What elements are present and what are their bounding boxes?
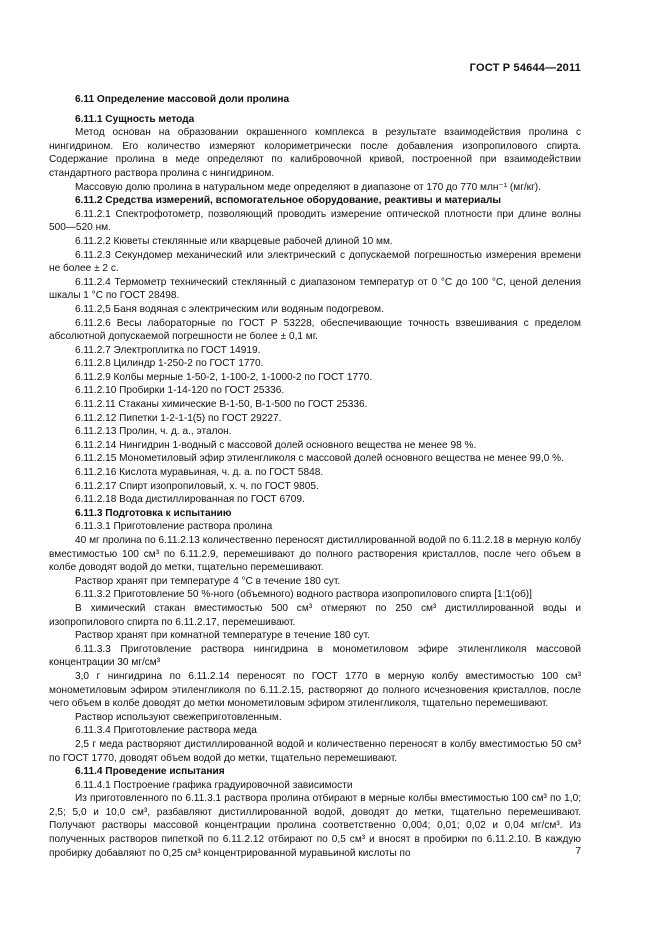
paragraph: 6.11.2.17 Спирт изопропиловый, х. ч. по ГОСТ 9805. xyxy=(75,480,319,492)
paragraph: 6.11.3.3 Приготовление раствора нингидрина в монометиловом эфире этиленгликоля массовой концентрации 30 мг/см³ xyxy=(49,643,581,669)
paragraph: 6.11.2.15 Монометиловый эфир этиленгликоля с массовой долей основного вещества не менее 99,0 %. xyxy=(75,453,564,465)
paragraph: Раствор хранят при комнатной температуре в течение 180 сут. xyxy=(75,630,370,642)
paragraph: 6.11.2.12 Пипетки 1-2-1-1(5) по ГОСТ 29227. xyxy=(75,412,282,424)
section-heading: 6.11.3 Подготовка к испытанию xyxy=(75,507,232,519)
paragraph: 40 мг пролина по 6.11.2.13 количественно переносят дистиллированной водой по 6.11.2.18 в мерную колбу вместимостью 100 см³ по 6.11.2.9, перемешивают до полного растворения кристаллов, после чего объем в колбе доводят водой до метки, тщательно перемешивают. xyxy=(49,535,581,574)
paragraph: 6.11.2.2 Кюветы стеклянные или кварцевые рабочей длиной 10 мм. xyxy=(75,235,393,247)
paragraph: 6.11.2.18 Вода дистиллированная по ГОСТ 6709. xyxy=(75,494,305,506)
paragraph: 6.11.3.1 Приготовление раствора пролина xyxy=(75,521,273,533)
section-heading: 6.11.2 Средства измерений, вспомогательное оборудование, реактивы и материалы xyxy=(75,195,502,207)
paragraph: 6.11.3.4 Приготовление раствора меда xyxy=(75,725,257,737)
paragraph: 6.11.2.9 Колбы мерные 1-50-2, 1-100-2, 1-1000-2 по ГОСТ 1770. xyxy=(75,371,373,383)
document-header: ГОСТ Р 54644—2011 xyxy=(469,62,581,74)
section-heading: 6.11.4 Проведение испытания xyxy=(75,766,225,778)
paragraph: 6.11.2.6 Весы лабораторные по ГОСТ Р 53228, обеспечивающие точность взвешивания с пределом абсолютной допускаемой погрешности не более ± 0,1 мг. xyxy=(49,317,581,343)
section-heading: 6.11.1 Сущность метода xyxy=(75,113,195,125)
document-body xyxy=(49,93,581,860)
paragraph: Массовую долю пролина в натуральном меде определяют в диапазоне от 170 до 770 млн⁻¹ (мг/кг). xyxy=(75,181,541,193)
page-number: 7 xyxy=(575,846,581,857)
paragraph: Метод основан на образовании окрашенного комплекса в результате взаимодействия пролина с нингидрином. Его количество измеряют колориметрически после добавления изопропилового спирта. Содержание пролина в меде определяют по калибровочной кривой, построенной при взаимодействии стандартного раствора пролина с нингидрином. xyxy=(49,127,581,179)
paragraph: 6.11.2.11 Стаканы химические В-1-50, В-1-500 по ГОСТ 25336. xyxy=(75,399,368,411)
paragraph: 6.11.2.7 Электроплитка по ГОСТ 14919. xyxy=(75,344,261,356)
paragraph: 6.11.3.2 Приготовление 50 %-ного (объемного) водного раствора изопропилового спирта [1:1(об)] xyxy=(75,589,532,601)
paragraph: 6.11.4.1 Построение графика градуировочной зависимости xyxy=(75,779,353,791)
paragraph: Из приготовленного по 6.11.3.1 раствора пролина отбирают в мерные колбы вместимостью 100 см³ по 1,0; 2,5; 5,0 и 10,0 см³, разбавляют дистиллированной водой, доводят до метки, тщательно перемешивают. Получают растворы массовой концентрации пролина соответственно 0,004; 0,01; 0,02 и 0,04 мг/см³. Из полученных растворов пипеткой по 6.11.2.12 отбирают по 0,5 см³ и вносят в пробирки по 6.11.2.10. В каждую пробирку добавляют по 0,25 см³ концентрированной муравьиной кислоты по xyxy=(49,793,581,859)
paragraph: 6.11.2.1 Спектрофотометр, позволяющий проводить измерение оптической плотности при длине волны 500—520 нм. xyxy=(49,208,581,234)
paragraph: 2,5 г меда растворяют дистиллированной водой и количественно переносят в колбу вместимостью 50 см³ по ГОСТ 1770, доводят объем водой до метки, тщательно перемешивают. xyxy=(49,738,581,764)
paragraph: 6.11.2.3 Секундомер механический или электрический с допускаемой погрешностью измерения времени не более ± 2 с. xyxy=(49,249,581,275)
paragraph: 6.11.2.8 Цилиндр 1-250-2 по ГОСТ 1770. xyxy=(75,358,264,370)
paragraph: Раствор используют свежеприготовленным. xyxy=(75,711,282,723)
paragraph: 6.11.2.4 Термометр технический стеклянный с диапазоном температур от 0 °С до 100 °С, ценой деления шкалы 1 °С по ГОСТ 28498. xyxy=(49,276,581,302)
paragraph: 3,0 г нингидрина по 6.11.2.14 переносят по ГОСТ 1770 в мерную колбу вместимостью 100 см³ монометиловым эфиром этиленгликоля по 6.11.2.15, растворяют до полного исчезновения кристаллов, после чего объем в колбе доводят до метки монометиловым эфиром этиленгликоля, тщательно перемешивают. xyxy=(49,670,581,710)
paragraph: Раствор хранят при температуре 4 °С в течение 180 сут. xyxy=(75,575,341,587)
paragraph: 6.11.2.13 Пролин, ч. д. а., эталон. xyxy=(75,426,232,438)
paragraph: В химический стакан вместимостью 500 см³ отмеряют по 250 см³ дистиллированной воды и изопропилового спирта по 6.11.2.17, перемешивают. xyxy=(49,602,581,628)
paragraph: 6.11.2,5 Баня водяная с электрическим или водяным подогревом. xyxy=(75,303,384,315)
paragraph: 6.11.2.14 Нингидрин 1-водный с массовой долей основного вещества не менее 98 %. xyxy=(75,439,477,451)
section-heading: 6.11 Определение массовой доли пролина xyxy=(75,94,290,105)
paragraph: 6.11.2.10 Пробирки 1-14-120 по ГОСТ 25336. xyxy=(75,385,285,397)
paragraph: 6.11.2.16 Кислота муравьиная, ч. д. а. по ГОСТ 5848. xyxy=(75,467,324,479)
